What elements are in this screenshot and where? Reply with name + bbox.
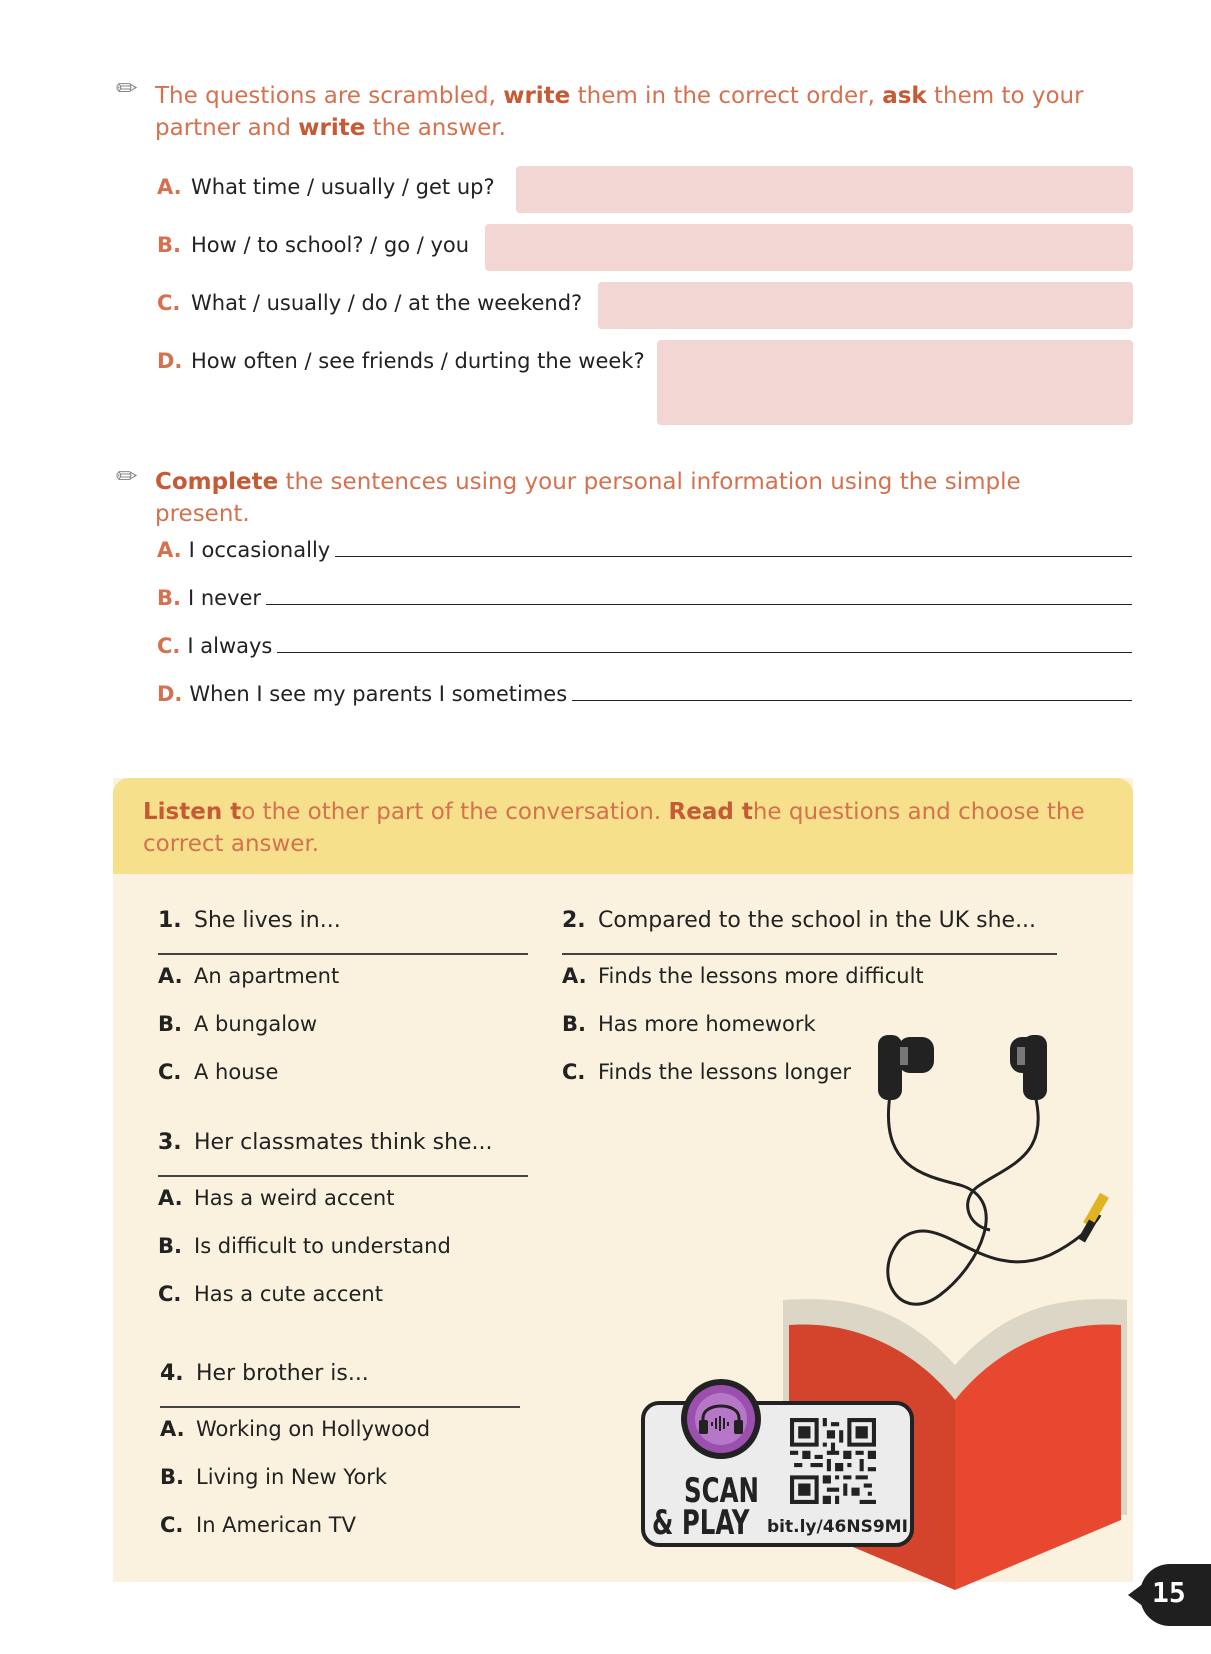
instruction-text: the sentences using your personal information using the simple present.	[155, 469, 1021, 527]
play-label: & PLAY	[652, 1503, 750, 1543]
answer-option[interactable]	[158, 1012, 317, 1036]
question-number: 3.	[158, 1130, 182, 1155]
option-text: Has a cute accent	[194, 1282, 383, 1306]
question-number: 4.	[160, 1361, 184, 1386]
sentence-start: When I see my parents I sometimes	[189, 682, 568, 706]
instruction-keyword: ask	[882, 83, 927, 109]
sentence-letter: B.	[157, 586, 181, 610]
headphones-icon	[678, 1376, 764, 1462]
answer-option[interactable]	[158, 964, 339, 988]
question-letter: B.	[157, 233, 181, 257]
pencil-icon: ✏	[116, 462, 138, 492]
mc-question-2	[562, 908, 1036, 933]
option-text: Living in New York	[196, 1465, 388, 1489]
option-text: A house	[194, 1060, 279, 1084]
answer-line[interactable]	[572, 682, 1132, 701]
answer-option[interactable]	[158, 1186, 394, 1210]
option-letter: B.	[158, 1012, 182, 1036]
option-letter: C.	[158, 1282, 182, 1306]
question-text: Compared to the school in the UK she...	[598, 908, 1037, 933]
scan-label: SCAN	[684, 1471, 759, 1511]
instruction-text: the answer.	[365, 115, 506, 141]
qr-code-icon[interactable]	[790, 1418, 876, 1504]
option-text: A bungalow	[194, 1012, 318, 1036]
option-text: Is difficult to understand	[194, 1234, 451, 1258]
sentence-letter: C.	[157, 634, 181, 658]
answer-option[interactable]	[160, 1417, 430, 1441]
completion-sentence	[157, 538, 1132, 562]
sentence-start: I always	[187, 634, 273, 658]
instruction-keyword: Read t	[668, 799, 753, 825]
section2-instruction	[155, 466, 1115, 530]
option-letter: B.	[562, 1012, 586, 1036]
answer-box-d[interactable]	[657, 340, 1133, 425]
option-text: Finds the lessons more difficult	[598, 964, 924, 988]
scrambled-question	[157, 233, 469, 257]
question-divider	[160, 1406, 520, 1408]
answer-option[interactable]	[160, 1513, 356, 1537]
question-text: What / usually / do / at the weekend?	[191, 291, 583, 315]
option-letter: A.	[160, 1417, 185, 1441]
instruction-keyword: Listen t	[143, 799, 242, 825]
question-divider	[158, 1175, 528, 1177]
section3-instruction	[143, 796, 1103, 860]
instruction-text: he questions and choose the correct answer.	[143, 799, 1085, 857]
answer-option[interactable]	[562, 964, 924, 988]
question-text: She lives in...	[194, 908, 341, 933]
scrambled-question	[157, 349, 645, 373]
scrambled-question	[157, 291, 582, 315]
question-number: 1.	[158, 908, 182, 933]
answer-option[interactable]	[562, 1012, 816, 1036]
answer-line[interactable]	[266, 586, 1132, 605]
instruction-text: them in the correct order,	[570, 83, 883, 109]
option-text: Has a weird accent	[194, 1186, 395, 1210]
answer-option[interactable]	[158, 1282, 383, 1306]
question-divider	[158, 953, 528, 955]
question-text: Her classmates think she...	[194, 1130, 493, 1155]
answer-box-c[interactable]	[598, 282, 1133, 329]
scan-url[interactable]: bit.ly/46NS9MI	[767, 1517, 908, 1537]
instruction-text: The questions are scrambled,	[155, 83, 504, 109]
question-letter: D.	[157, 349, 183, 373]
completion-sentence	[157, 682, 1132, 706]
completion-sentence	[157, 586, 1132, 610]
question-number: 2.	[562, 908, 586, 933]
option-letter: B.	[160, 1465, 184, 1489]
question-letter: C.	[157, 291, 181, 315]
question-text: What time / usually / get up?	[191, 175, 495, 199]
instruction-keyword: write	[503, 83, 571, 109]
instruction-keyword: Complete	[155, 469, 279, 495]
option-letter: C.	[562, 1060, 586, 1084]
question-text: Her brother is...	[196, 1361, 369, 1386]
section1-instruction	[155, 80, 1115, 144]
answer-box-b[interactable]	[485, 224, 1133, 271]
instruction-text: them to your partner and	[155, 83, 1084, 141]
option-text: In American TV	[196, 1513, 356, 1537]
page-tab-point-icon	[1128, 1580, 1148, 1610]
instruction-keyword: write	[298, 115, 366, 141]
option-letter: B.	[158, 1234, 182, 1258]
sentence-letter: A.	[157, 538, 182, 562]
answer-line[interactable]	[277, 634, 1132, 653]
option-letter: C.	[160, 1513, 184, 1537]
option-letter: A.	[562, 964, 587, 988]
sentence-start: I never	[187, 586, 262, 610]
option-text: An apartment	[194, 964, 340, 988]
completion-sentence	[157, 634, 1132, 658]
question-letter: A.	[157, 175, 182, 199]
page-number-label: 15	[1152, 1576, 1186, 1609]
answer-box-a[interactable]	[516, 166, 1133, 213]
option-text: Finds the lessons longer	[598, 1060, 852, 1084]
answer-option[interactable]	[160, 1465, 387, 1489]
option-text: Has more homework	[598, 1012, 816, 1036]
option-letter: A.	[158, 964, 183, 988]
answer-line[interactable]	[335, 538, 1132, 557]
answer-option[interactable]	[158, 1060, 278, 1084]
option-letter: A.	[158, 1186, 183, 1210]
option-text: Working on Hollywood	[196, 1417, 431, 1441]
scrambled-question	[157, 175, 495, 199]
answer-option[interactable]	[158, 1234, 451, 1258]
question-text: How often / see friends / durting the week?	[191, 349, 645, 373]
earphones-illustration	[860, 1025, 1120, 1325]
mc-question-3	[158, 1130, 493, 1155]
mc-question-4	[160, 1361, 369, 1386]
instruction-text: o the other part of the conversation.	[241, 799, 669, 825]
sentence-letter: D.	[157, 682, 183, 706]
mc-question-1	[158, 908, 341, 933]
question-text: How / to school? / go / you	[191, 233, 470, 257]
question-divider	[562, 953, 1057, 955]
option-letter: C.	[158, 1060, 182, 1084]
sentence-start: I occasionally	[188, 538, 331, 562]
answer-option[interactable]	[562, 1060, 851, 1084]
pencil-icon: ✏	[116, 74, 138, 104]
